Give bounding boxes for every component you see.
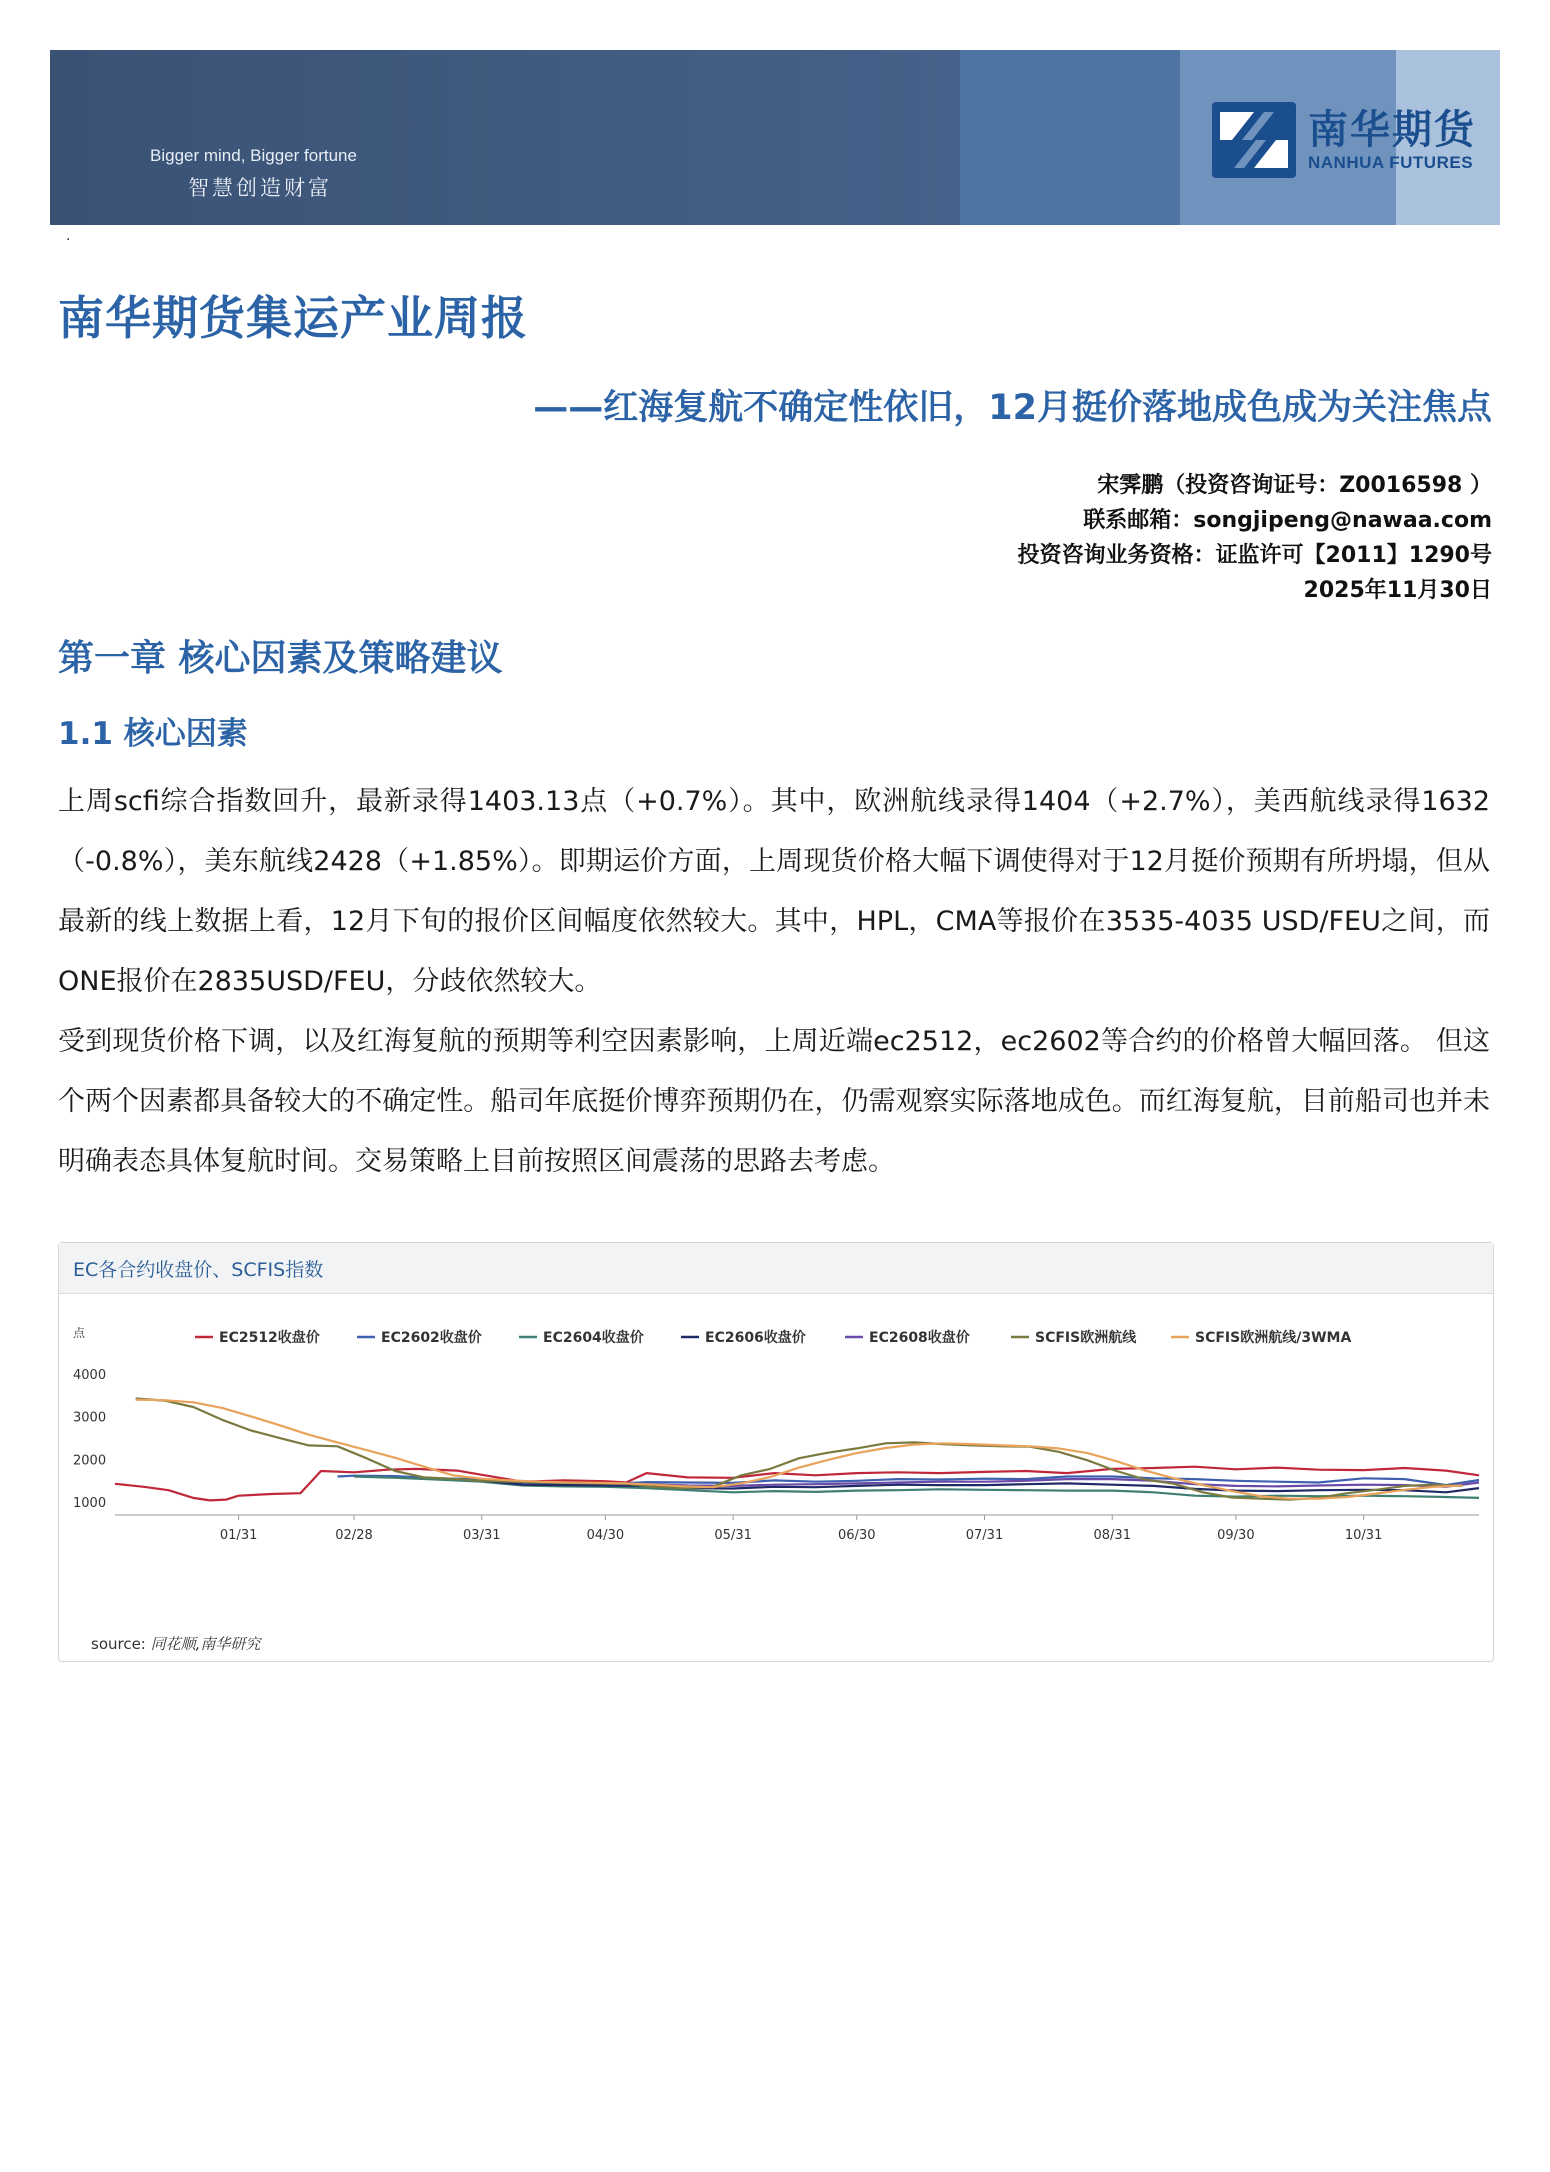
legend-label: EC2606收盘价 [705,1330,806,1346]
paragraph: 受到现货价格下调，以及红海复航的预期等利空因素影响，上周近端ec2512，ec2602等合约的价格曾大幅回落。 但这个两个因素都具备较大的不确定性。船司年底挺价博弈预期仍在，仍需观察实际落地成色。而红海复航，目前船司也并未明确表态具体复航时间。交易策略上目前按照区间震荡的思路去考虑。 [58,1026,1490,1177]
header-banner [50,50,1500,225]
report-title: 南华期货集运产业周报 [58,291,528,345]
y-axis-unit: 点 [73,1326,86,1340]
x-tick-label: 04/30 [586,1528,625,1543]
legend-label: SCFIS欧洲航线 [1035,1330,1137,1346]
company-logo [1212,102,1476,178]
x-tick-label: 05/31 [714,1528,752,1543]
chart-title: EC各合约收盘价、SCFIS指数 [73,1259,324,1281]
source-value: 同花顺,南华研究 [150,1635,261,1653]
page-dot: . [66,228,71,244]
body-text [58,772,1490,1192]
logo-chinese-name: 南华期货 [1308,107,1476,153]
banner-stripe [960,50,1180,225]
section-heading: 1.1 核心因素 [58,716,248,752]
advisory-qualification: 投资咨询业务资格：证监许可【2011】1290号 [1017,543,1492,568]
slogan-english: Bigger mind, Bigger fortune [150,146,357,165]
x-tick-label: 09/30 [1217,1528,1255,1543]
y-tick-label: 4000 [73,1368,107,1383]
x-tick-label: 08/31 [1093,1528,1131,1543]
author-email: 联系邮箱：songjipeng@nawaa.com [1083,508,1492,533]
x-tick-label: 06/30 [838,1528,876,1543]
source-label: source: [91,1635,146,1653]
report-date: 2025年11月30日 [1303,578,1492,603]
y-tick-label: 3000 [73,1410,107,1426]
chapter-heading: 第一章 核心因素及策略建议 [58,638,503,679]
banner-slogan-panel [50,50,960,225]
legend-label: EC2602收盘价 [381,1330,482,1346]
legend-label: SCFIS欧洲航线/3WMA [1195,1330,1352,1346]
nanhua-logo-icon [1212,102,1296,178]
x-tick-label: 02/28 [335,1528,373,1543]
y-tick-label: 2000 [73,1453,107,1469]
x-tick-label: 10/31 [1344,1528,1383,1543]
slogan-chinese: 智慧创造财富 [188,176,332,200]
report-subtitle: ——红海复航不确定性依旧，12月挺价落地成色成为关注焦点 [533,388,1492,428]
x-tick-label: 07/31 [965,1528,1004,1543]
logo-english-name: NANHUA FUTURES [1308,153,1474,172]
chart-source [91,1633,260,1654]
legend-label: EC2608收盘价 [869,1330,970,1346]
line-chart [59,1295,1493,1625]
legend-label: EC2604收盘价 [543,1330,644,1346]
x-tick-label: 03/31 [463,1528,501,1543]
author-block [1018,468,1492,608]
chart-header [59,1243,1493,1294]
x-tick-label: 01/31 [219,1528,258,1543]
y-tick-label: 1000 [73,1496,107,1511]
author-name-license: 宋霁鹏（投资咨询证号：Z0016598 ） [1097,473,1492,498]
chart-panel [58,1242,1494,1662]
legend-label: EC2512收盘价 [219,1330,320,1346]
paragraph: 上周scfi综合指数回升，最新录得1403.13点（+0.7%）。其中，欧洲航线录得1404（+2.7%），美西航线录得1632（-0.8%），美东航线2428（+1.85%）。即期运价方面，上周现货价格大幅下调使得对于12月挺价预期有所坍塌，但从最新的线上数据上看，12月下旬的报价区间幅度依然较大。其中，HPL，CMA等报价在3535-4035 USD/FEU之间，而ONE报价在2835USD/FEU，分歧依然较大。 [58,786,1490,997]
